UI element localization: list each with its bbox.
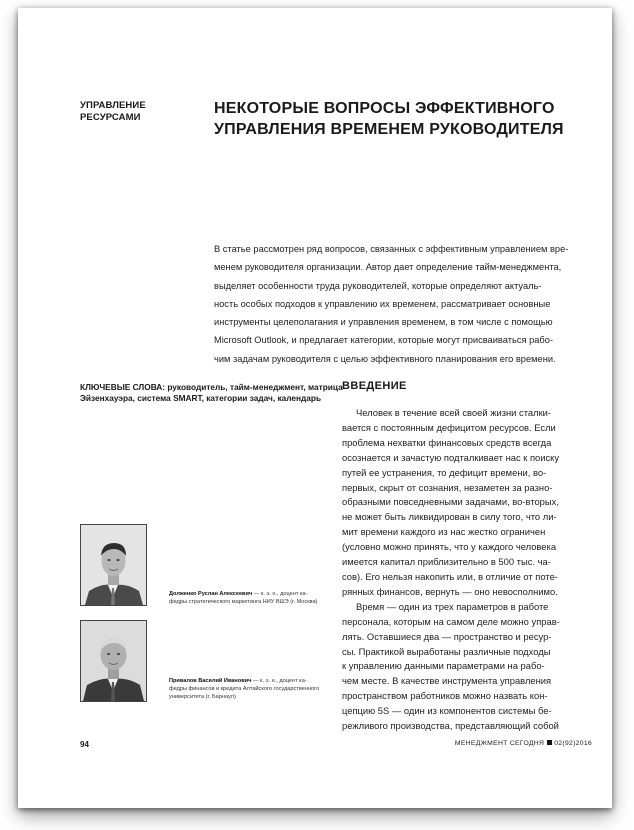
section-heading-introduction: ВВЕДЕНИЕ — [342, 380, 407, 392]
journal-page — [18, 8, 612, 808]
article-title: НЕКОТОРЫЕ ВОПРОСЫ ЭФФЕКТИВНОГО УПРАВЛЕНИЯ ВРЕМЕНЕМ РУКОВОДИТЕЛЯ — [214, 100, 564, 138]
author-photo-dolzhenko — [80, 524, 147, 606]
journal-name: МЕНЕДЖМЕНТ СЕГОДНЯ — [454, 740, 545, 747]
author-info-dolzhenko: Долженко Руслан Алексеевич — к. э. н., доцент ка- федры стратегического маркетинга НИУ ВШЭ (г. Москва) — [169, 591, 318, 606]
issue-number: 02(92)2016 — [554, 740, 592, 747]
square-separator-icon — [547, 740, 552, 745]
journal-footer — [455, 740, 592, 747]
section-label: УПРАВЛЕНИЕ РЕСУРСАМИ — [80, 100, 146, 123]
author-info-privalov: Привалов Василий Иванович — к. э. н., доцент ка- федры финансов и кредита Алтайского государственного университета (г. Барнаул) — [169, 678, 320, 701]
body-text: Человек в течение всей своей жизни сталки- вается с постоянным дефицитом ресурсов. Если проблема нехватки финансовых средств всегда осознается и зачастую подталкивает нас к поиску путей ее устранения, то дефицит времени, во- первых, скрыт от сознания, незаметен за разно- образными повседневными задачами, во-вторых, не может быть ликвидирован в силу того, что ли- мит времени каждого из нас жестко ограничен (условно можно принять, что у каждого человека имеется капитал приблизительно в 500 тыс. ча- сов). Его нельзя накопить или, в отличие от поте- рянных финансов, вернуть — оно невосполнимо. Время — один из трех параметров в работе персонала, которым на самом деле можно управ- лять. Оставшиеся два — пространство и ресур- сы. Практикой выработаны различные подходы к управлению данными параметрами на рабо- чем месте. В качестве инструмента управления пространством работников можно назвать кон- цепцию 5S — один из компонентов системы бе- режливого производства, представляющий собой — [342, 407, 560, 732]
keywords: КЛЮЧЕВЫЕ СЛОВА: руководитель, тайм-менеджмент, матрица Эйзенхауэра, система SMART, категории задач, календарь — [80, 382, 343, 403]
author-photo-privalov — [80, 620, 147, 702]
abstract: В статье рассмотрен ряд вопросов, связанных с эффективным управлением вре- менем руководителя организации. Автор дает определение тайм-менеджмента, выделяет особенности труда руководителей, которые определяют актуаль- ность особых подходов к управлению их временем, рассматривает основные инструменты целеполагания и управления временем, в том числе с помощью Microsoft Outlook, и предлагает категории, которые могут присваиваться рабо- чим задачам руководителя с целью эффективного планирования его времени. — [214, 244, 569, 364]
page-number: 94 — [80, 740, 89, 749]
